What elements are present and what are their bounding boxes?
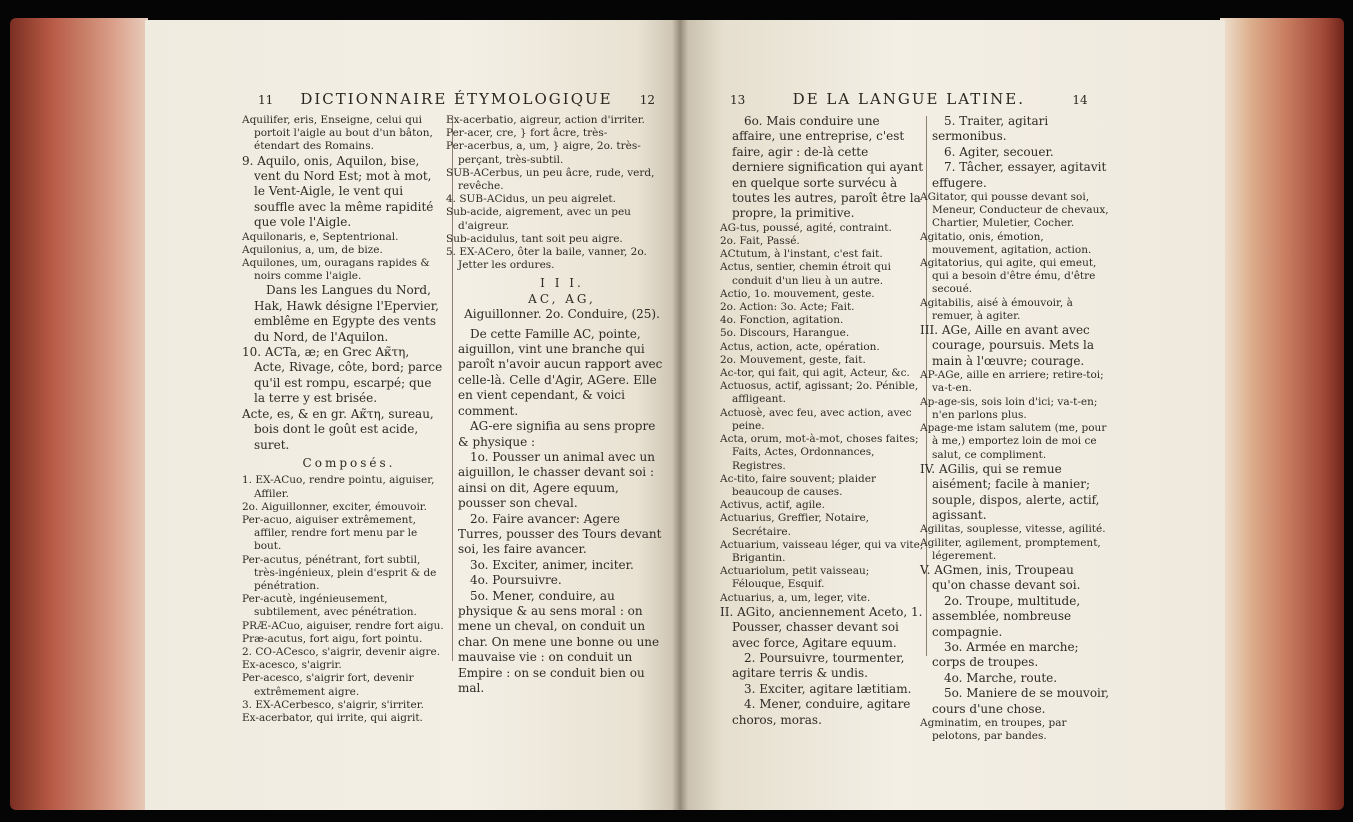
- entry: ACtutum, à l'instant, c'est fait.: [720, 248, 883, 261]
- entry: Aquilifer, eris, Enseigne, celui qui portoit l'aigle au bout d'un bâton, étendart des Romains.: [242, 114, 433, 153]
- entry: Agitatorius, qui agite, qui emeut, qui a besoin d'être ému, d'être secoué.: [920, 257, 1097, 296]
- left-header-title: DICTIONNAIRE ÉTYMOLOGIQUE: [300, 90, 613, 108]
- entry: Agitatio, onis, émotion, mouvement, agitation, action.: [920, 230, 1092, 256]
- entry: 5. Traiter, agitari sermonibus.: [932, 114, 1049, 144]
- entry: Dans les Langues du Nord, Hak, Hawk désigne l'Epervier, emblême en Egypte des vents du Nord, de l'Aquilon.: [254, 283, 439, 344]
- left-column-1: [242, 114, 444, 725]
- entry: 2o. Aiguillonner, exciter, émouvoir.: [242, 500, 428, 513]
- entry: Per-acutus, pénétrant, fort subtil, très-ingénieux, plein d'esprit & de pénétration.: [242, 553, 437, 592]
- entry: 2. CO-ACesco, s'aigrir, devenir aigre.: [242, 645, 441, 658]
- entry: Per-acuo, aiguiser extrêmement, affiler, rendre fort menu par le bout.: [242, 513, 418, 553]
- entry: Ac-tito, faire souvent; plaider beaucoup de causes.: [720, 472, 877, 498]
- entry: Aquilonaris, e, Septentrional.: [242, 230, 399, 243]
- entry: Per-acesco, s'aigrir fort, devenir extrêmement aigre.: [242, 672, 414, 698]
- entry: 6. Agiter, secouer.: [944, 144, 1054, 159]
- left-page-number: 11: [258, 93, 274, 107]
- entry: Actuosè, avec feu, avec action, avec peine.: [720, 406, 912, 432]
- paragraph: 1o. Pousser un animal avec un aiguillon, le chasser devant soi : ainsi on dit, Agere equum, pousser son cheval.: [458, 449, 655, 511]
- entry: Per-acerbus, a, um, } aigre, 2o. très-perçant, très-subtil.: [446, 140, 641, 166]
- entry: Actus, sentier, chemin étroit qui conduit d'un lieu à un autre.: [720, 261, 892, 287]
- entry: Agminatim, en troupes, par pelotons, par bandes.: [920, 717, 1067, 743]
- right-column-2: [920, 114, 1110, 743]
- entry: 5. EX-ACero, ôter la baile, vanner, 2o. Jetter les ordures.: [446, 246, 647, 272]
- entry: IV. AGilis, qui se remue aisément; facile à manier; souple, dispos, alerte, actif, agissant.: [920, 461, 1100, 522]
- entry: Acte, es, & en gr. Ακ̃τη, sureau, bois dont le goût est acide, suret.: [242, 406, 434, 452]
- entry: 2o. Action: 3o. Acte; Fait.: [720, 301, 855, 314]
- section-title: AC, AG,: [528, 291, 596, 306]
- paragraph: 4o. Poursuivre.: [470, 573, 562, 588]
- entry: Aquilones, um, ouragans rapides & noirs comme l'aigle.: [242, 257, 430, 283]
- entry: II. AGito, anciennement Aceto, 1. Pousser, chasser devant soi avec force, Agitare equum.: [720, 604, 923, 650]
- entry: Actuarius, a, um, leger, vite.: [720, 591, 871, 604]
- entry: 2o. Mouvement, geste, fait.: [720, 353, 866, 366]
- entry: 3. Exciter, agitare lætitiam.: [744, 681, 912, 696]
- entry: 1. EX-ACuo, rendre pointu, aiguiser, Affiler.: [242, 474, 435, 500]
- right-column-1: [720, 114, 924, 728]
- paragraph: 5o. Mener, conduire, au physique & au sens moral : on mene un cheval, on conduit un char. On mene une bonne ou une mauvaise vie : on conduit un Empire : on se conduit bien ou mal.: [458, 588, 660, 695]
- paragraph: 2o. Faire avancer: Agere Turres, pousser des Tours devant soi, les faire avancer.: [458, 511, 662, 557]
- entry: 4. SUB-ACidus, un peu aigrelet.: [446, 193, 616, 206]
- entry: 10. ACTa, æ; en Grec Ακ̃τη, Acte, Rivage, côte, bord; parce qu'il est rompu, escarpé; que la terre y est brisée.: [242, 345, 443, 406]
- entry: Agiliter, agilement, promptement, légerement.: [920, 536, 1101, 562]
- entry: 4o. Fonction, agitation.: [720, 314, 844, 327]
- right-page-number: 13: [730, 93, 746, 107]
- entry: Agitabilis, aisé à émouvoir, à remuer, à agiter.: [920, 296, 1073, 322]
- entry: Ap-age-sis, sois loin d'ici; va-t-en; n'en parlons plus.: [920, 395, 1098, 421]
- entry: 4. Mener, conduire, agitare choros, moras.: [732, 697, 911, 727]
- entry: Actus, action, acte, opération.: [720, 340, 880, 353]
- section-heading: Composés.: [302, 455, 396, 470]
- entry: Actuarium, vaisseau léger, qui va vite; Brigantin.: [720, 538, 924, 564]
- right-page-number-right: 14: [1072, 93, 1088, 107]
- section-number: I I I.: [540, 276, 584, 291]
- entry: 3o. Armée en marche; corps de troupes.: [932, 639, 1079, 670]
- left-running-header: [258, 90, 655, 108]
- entry: Actuosus, actif, agissant; 2o. Pénible, affligeant.: [720, 380, 919, 406]
- entry: Agilitas, souplesse, vitesse, agilité.: [920, 523, 1106, 536]
- left-page-edges: [10, 18, 148, 810]
- right-running-header: [730, 90, 1088, 108]
- entry: 7. Tâcher, essayer, agitavit effugere.: [932, 160, 1107, 190]
- entry: Apage-me istam salutem (me, pour à me,) emportez loin de moi ce salut, ce compliment.: [920, 422, 1107, 461]
- entry: Ac-tor, qui fait, qui agit, Acteur, &c.: [720, 367, 910, 380]
- entry: 2o. Troupe, multitude, assemblée, nombreuse compagnie.: [932, 593, 1081, 639]
- paragraph: 3o. Exciter, animer, inciter.: [470, 557, 634, 572]
- right-page-edges: [1220, 18, 1344, 810]
- paragraph: AG-ere signifia au sens propre & physique :: [458, 419, 656, 449]
- entry: Acta, orum, mot-à-mot, choses faites; Faits, Actes, Ordonnances, Registres.: [720, 433, 919, 472]
- entry: Sub-acide, aigrement, avec un peu d'aigreur.: [446, 206, 631, 232]
- entry: PRÆ-ACuo, aiguiser, rendre fort aigu.: [242, 619, 444, 632]
- entry: 9. Aquilo, onis, Aquilon, bise, vent du Nord Est; mot à mot, le Vent-Aigle, le vent qui souffle avec la même rapidité que vole l'Aigle.: [242, 153, 434, 230]
- entry: 3. EX-ACerbesco, s'aigrir, s'irriter.: [242, 698, 424, 711]
- entry: 2. Poursuivre, tourmenter, agitare terris & undis.: [732, 650, 905, 681]
- entry: Actuarius, Greffier, Notaire, Secrétaire.: [720, 512, 870, 538]
- right-header-title: DE LA LANGUE LATINE.: [792, 90, 1025, 108]
- entry: AGitator, qui pousse devant soi, Meneur, Conducteur de chevaux, Chartier, Muletier, Cocher.: [920, 191, 1109, 230]
- entry: III. AGe, Aille en avant avec courage, poursuis. Mets la main à l'œuvre; courage.: [920, 323, 1095, 368]
- left-page-number-right: 12: [639, 93, 655, 107]
- entry: 2o. Fait, Passé.: [720, 235, 800, 248]
- entry: AG-tus, poussé, agité, contraint.: [720, 221, 892, 234]
- entry: Aquilonius, a, um, de bize.: [242, 243, 383, 256]
- entry: Per-acer, cre, } fort âcre, très-: [446, 127, 608, 140]
- entry: Activus, actif, agile.: [720, 499, 825, 512]
- entry: Ex-acerbatio, aigreur, action d'irriter.: [446, 114, 645, 126]
- entry: Actio, 1o. mouvement, geste.: [720, 287, 875, 300]
- paragraph: 6o. Mais conduire une affaire, une entreprise, c'est faire, agir : de-là cette derniere signification qui ayant en quelque sorte survécu à toutes les autres, paroît être la propre, la primitive.: [732, 114, 924, 221]
- entry: Præ-acutus, fort aigu, fort pointu.: [242, 632, 423, 645]
- entry: Per-acutè, ingénieusement, subtilement, avec pénétration.: [242, 593, 417, 619]
- section-subtitle: Aiguillonner. 2o. Conduire, (25).: [464, 307, 660, 322]
- entry: SUB-ACerbus, un peu âcre, rude, verd, revêche.: [446, 166, 655, 193]
- entry: 4o. Marche, route.: [944, 670, 1058, 685]
- book-gutter: [672, 20, 688, 810]
- entry: Sub-acidulus, tant soit peu aigre.: [446, 232, 623, 245]
- entry: 5o. Maniere de se mouvoir, cours d'une chose.: [932, 686, 1110, 716]
- entry: 5o. Discours, Harangue.: [720, 327, 850, 340]
- paragraph: De cette Famille AC, pointe, aiguillon, vint une branche qui paroît n'avoir aucun rapport avec celle-là. Celle d'Agir, AGere. Elle en vient cependant, & voici comment.: [458, 326, 663, 418]
- left-column-2: [446, 114, 666, 696]
- entry: AP-AGe, aille en arriere; retire-toi; va-t-en.: [920, 369, 1104, 395]
- entry: V. AGmen, inis, Troupeau qu'on chasse devant soi.: [920, 562, 1081, 593]
- entry: Ex-acerbator, qui irrite, qui aigrit.: [242, 711, 423, 724]
- entry: Ex-acesco, s'aigrir.: [242, 659, 342, 672]
- entry: Actuariolum, petit vaisseau; Félouque, Esquif.: [720, 565, 870, 591]
